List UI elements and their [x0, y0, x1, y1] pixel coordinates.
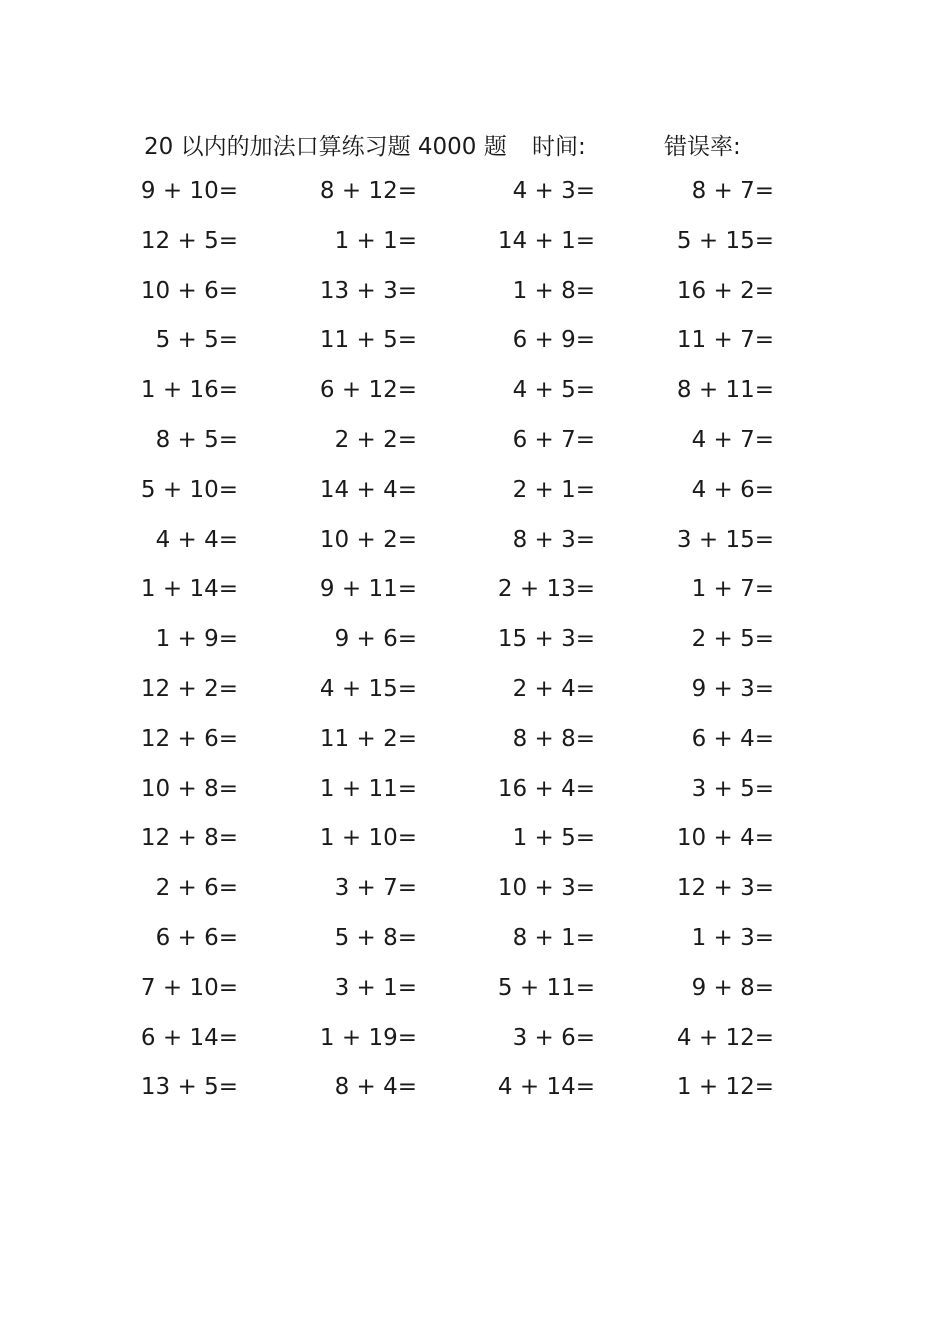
- problem-item: 4 + 4=: [155, 526, 238, 553]
- problem-item: 14 + 1=: [497, 227, 595, 254]
- problem-row: [0, 1066, 950, 1116]
- problem-item: 11 + 2=: [319, 725, 417, 752]
- problem-row: [0, 568, 950, 618]
- problem-item: 2 + 5=: [691, 626, 774, 653]
- problem-item: 5 + 15=: [676, 227, 774, 254]
- problem-item: 8 + 7=: [691, 178, 774, 204]
- problem-item: 3 + 7=: [334, 875, 417, 902]
- problem-row: [0, 519, 950, 569]
- problem-row: [0, 369, 950, 419]
- problem-row: [0, 170, 950, 220]
- problem-row: [0, 319, 950, 369]
- problem-item: 4 + 5=: [512, 377, 595, 404]
- problem-row: [0, 1017, 950, 1067]
- problem-item: 2 + 13=: [497, 576, 595, 603]
- problem-item: 1 + 7=: [691, 576, 774, 603]
- problem-item: 12 + 6=: [140, 725, 238, 752]
- problem-item: 4 + 6=: [691, 476, 774, 503]
- problem-item: 10 + 3=: [497, 875, 595, 902]
- problem-item: 10 + 2=: [319, 526, 417, 553]
- problem-item: 1 + 5=: [512, 825, 595, 852]
- problem-item: 4 + 14=: [497, 1074, 595, 1101]
- problem-row: [0, 768, 950, 818]
- problem-item: 3 + 6=: [512, 1024, 595, 1051]
- problem-row: [0, 718, 950, 768]
- problem-item: 3 + 1=: [334, 974, 417, 1001]
- problem-item: 4 + 12=: [676, 1024, 774, 1051]
- problem-row: [0, 419, 950, 469]
- problem-row: [0, 469, 950, 519]
- problem-item: 6 + 12=: [319, 377, 417, 404]
- problem-row: [0, 668, 950, 718]
- problem-item: 8 + 3=: [512, 526, 595, 553]
- problem-item: 8 + 5=: [155, 426, 238, 453]
- problem-item: 8 + 8=: [512, 725, 595, 752]
- problem-item: 5 + 10=: [140, 476, 238, 503]
- problem-item: 4 + 7=: [691, 426, 774, 453]
- problem-item: 9 + 6=: [334, 626, 417, 653]
- problem-item: 9 + 3=: [691, 675, 774, 702]
- problem-row: [0, 220, 950, 270]
- problem-item: 2 + 2=: [334, 426, 417, 453]
- problem-item: 12 + 8=: [140, 825, 238, 852]
- problem-row: [0, 967, 950, 1017]
- problem-item: 1 + 16=: [140, 377, 238, 404]
- problem-item: 6 + 14=: [140, 1024, 238, 1051]
- problem-item: 3 + 5=: [691, 775, 774, 802]
- problem-item: 2 + 1=: [512, 476, 595, 503]
- time-label: 时间:: [532, 134, 586, 160]
- problem-item: 1 + 3=: [691, 924, 774, 951]
- problem-row: [0, 618, 950, 668]
- problem-item: 6 + 9=: [512, 327, 595, 354]
- problem-item: 5 + 11=: [497, 974, 595, 1001]
- problem-item: 12 + 3=: [676, 875, 774, 902]
- problem-grid: [0, 170, 950, 1116]
- problem-item: 15 + 3=: [497, 626, 595, 653]
- problem-item: 5 + 5=: [155, 327, 238, 354]
- problem-item: 7 + 10=: [140, 974, 238, 1001]
- problem-item: 14 + 4=: [319, 476, 417, 503]
- problem-item: 8 + 4=: [334, 1074, 417, 1101]
- problem-row: [0, 867, 950, 917]
- problem-item: 1 + 11=: [319, 775, 417, 802]
- problem-item: 4 + 3=: [512, 178, 595, 204]
- problem-item: 16 + 4=: [497, 775, 595, 802]
- problem-item: 2 + 4=: [512, 675, 595, 702]
- problem-item: 12 + 5=: [140, 227, 238, 254]
- problem-item: 2 + 6=: [155, 875, 238, 902]
- problem-item: 10 + 6=: [140, 277, 238, 304]
- problem-row: [0, 270, 950, 320]
- problem-item: 9 + 8=: [691, 974, 774, 1001]
- problem-item: 12 + 2=: [140, 675, 238, 702]
- worksheet-title: 20 以内的加法口算练习题 4000 题: [144, 134, 507, 160]
- problem-item: 1 + 14=: [140, 576, 238, 603]
- problem-item: 8 + 11=: [676, 377, 774, 404]
- problem-row: [0, 917, 950, 967]
- problem-item: 11 + 7=: [676, 327, 774, 354]
- problem-item: 16 + 2=: [676, 277, 774, 304]
- problem-item: 13 + 3=: [319, 277, 417, 304]
- problem-item: 1 + 12=: [676, 1074, 774, 1101]
- problem-item: 10 + 8=: [140, 775, 238, 802]
- worksheet-header: [0, 124, 950, 164]
- error-rate-label: 错误率:: [664, 134, 741, 160]
- problem-item: 5 + 8=: [334, 924, 417, 951]
- problem-item: 4 + 15=: [319, 675, 417, 702]
- problem-item: 3 + 15=: [676, 526, 774, 553]
- problem-item: 1 + 9=: [155, 626, 238, 653]
- problem-item: 9 + 11=: [319, 576, 417, 603]
- problem-item: 9 + 10=: [140, 178, 238, 204]
- problem-item: 1 + 8=: [512, 277, 595, 304]
- problem-item: 6 + 4=: [691, 725, 774, 752]
- problem-item: 1 + 19=: [319, 1024, 417, 1051]
- problem-item: 10 + 4=: [676, 825, 774, 852]
- problem-item: 6 + 7=: [512, 426, 595, 453]
- problem-item: 11 + 5=: [319, 327, 417, 354]
- problem-item: 1 + 10=: [319, 825, 417, 852]
- problem-item: 13 + 5=: [140, 1074, 238, 1101]
- problem-item: 6 + 6=: [155, 924, 238, 951]
- problem-item: 8 + 12=: [319, 178, 417, 204]
- problem-item: 1 + 1=: [334, 227, 417, 254]
- problem-row: [0, 817, 950, 867]
- problem-item: 8 + 1=: [512, 924, 595, 951]
